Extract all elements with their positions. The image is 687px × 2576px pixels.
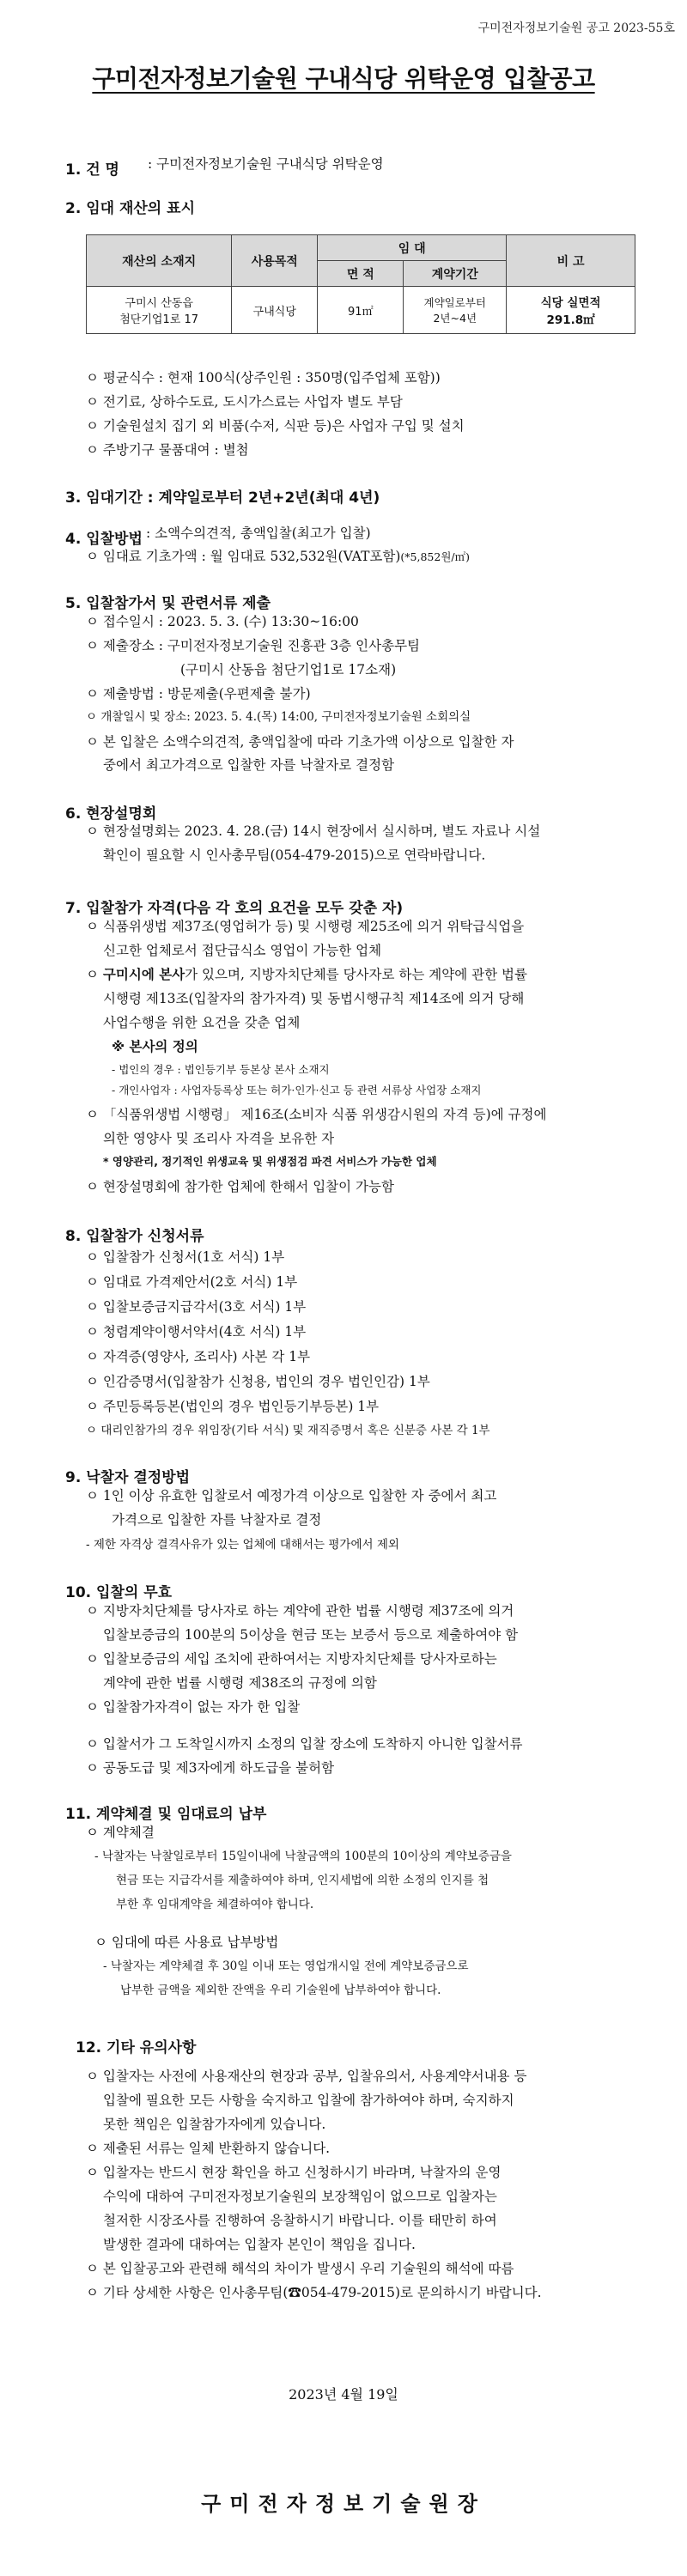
notice-number: 구미전자정보기술원 공고 2023-55호 (477, 21, 675, 35)
th-term: 계약기간 (404, 261, 507, 287)
s7-definition-title: ※ 본사의 정의 (112, 1039, 198, 1054)
s8-item: ㅇ 대리인참가의 경우 위임장(기타 서식) 및 재직증명서 혹은 신분증 사본 각 1부 (86, 1424, 490, 1437)
s8-item: ㅇ 자격증(영양사, 조리사) 사본 각 1부 (86, 1349, 311, 1364)
s10-line: ㅇ 입찰참가자격이 없는 자가 한 입찰 (86, 1699, 301, 1715)
s11-line: 부한 후 임대계약을 체결하여야 합니다. (116, 1898, 314, 1911)
s12-line: 철저한 시장조사를 진행하여 응찰하시기 바랍니다. 이를 태만히 하여 (103, 2213, 497, 2228)
s5-line: ㅇ 본 입찰은 소액수의견적, 총액입찰에 따라 기초가액 이상으로 입찰한 자 (86, 734, 514, 750)
notice-date: 2023년 4월 19일 (289, 2386, 398, 2403)
s11-line: ㅇ 계약체결 (86, 1825, 155, 1840)
section-7-heading: 7. 입찰참가 자격(다음 각 호의 요건을 모두 갖춘 자) (65, 900, 404, 917)
s8-item: ㅇ 입찰참가 신청서(1호 서식) 1부 (86, 1249, 285, 1265)
s5-line: (구미시 산동읍 첨단기업1로 17소재) (180, 662, 397, 677)
section-11-heading: 11. 계약체결 및 임대료의 납부 (65, 1806, 267, 1823)
page-title: 구미전자정보기술원 구내식당 위탁운영 입찰공고 (92, 64, 595, 93)
s5-line: ㅇ 제출장소 : 구미전자정보기술원 진흥관 3층 인사총무팀 (86, 638, 421, 653)
section-9-heading: 9. 낙찰자 결정방법 (65, 1469, 191, 1486)
section-6-heading: 6. 현장설명회 (65, 805, 157, 823)
s7-line: ㅇ 현장설명회에 참가한 업체에 한해서 입찰이 가능함 (86, 1179, 394, 1194)
s8-item: ㅇ 주민등록등본(법인의 경우 법인등기부등본) 1부 (86, 1399, 380, 1414)
s5-line: ㅇ 개찰일시 및 장소: 2023. 5. 4.(목) 14:00, 구미전자정보기술원 소회의실 (86, 710, 471, 724)
section-2-heading: 2. 임대 재산의 표시 (65, 200, 195, 217)
base-price-main: ㅇ 임대료 기초가액 : 월 임대료 532,532원(VAT포함) (86, 549, 401, 564)
s10-line: 계약에 관한 법률 시행령 제38조의 규정에 의함 (103, 1675, 377, 1691)
s10-line: ㅇ 공동도급 및 제3자에게 하도급을 불허함 (86, 1760, 335, 1776)
s5-line: ㅇ 제출방법 : 방문제출(우편제출 불가) (86, 686, 311, 702)
s8-item: ㅇ 임대료 가격제안서(2호 서식) 1부 (86, 1274, 298, 1290)
s12-line: ㅇ 기타 상세한 사항은 인사총무팀(☎054-479-2015)로 문의하시기 바랍니다. (86, 2285, 542, 2300)
base-price-per-sqm: (*5,852원/㎡) (400, 550, 470, 563)
s12-line: 못한 책임은 입찰참가자에게 있습니다. (103, 2117, 326, 2132)
s2-bullet: ㅇ 주방기구 물품대여 : 별첨 (86, 442, 249, 458)
section-12-heading: 12. 기타 유의사항 (76, 2039, 197, 2057)
s7-line: 의한 영양사 및 조리사 자격을 보유한 자 (103, 1131, 335, 1146)
s2-bullet: ㅇ 평균식수 : 현재 100식(상주인원 : 350명(입주업체 포함)) (86, 370, 441, 386)
s10-line: ㅇ 지방자치단체를 당사자로 하는 계약에 관한 법률 시행령 제37조에 의거 (86, 1603, 514, 1619)
s12-line: ㅇ 입찰자는 반드시 현장 확인을 하고 신청하시기 바라며, 낙찰자의 운영 (86, 2165, 502, 2180)
td-location: 구미시 산동읍 첨단기업1로 17 (87, 287, 232, 334)
s11-line: - 낙찰자는 낙찰일로부터 15일이내에 낙찰금액의 100분의 10이상의 계약보증금을 (94, 1850, 512, 1863)
s7-line: ㅇ 식품위생법 제37조(영업허가 등) 및 시행령 제25조에 의거 위탁급식업을 (86, 919, 525, 934)
s12-line: 입찰에 필요한 모든 사항을 숙지하고 입찰에 참가하여야 하며, 숙지하지 (103, 2093, 514, 2108)
s10-line: ㅇ 입찰서가 그 도착일시까지 소정의 입찰 장소에 도착하지 아니한 입찰서류 (86, 1736, 523, 1752)
s8-item: ㅇ 청렴계약이행서약서(4호 서식) 1부 (86, 1324, 307, 1340)
s5-line: 중에서 최고가격으로 입찰한 자를 낙찰자로 결정함 (103, 757, 395, 773)
th-purpose: 사용목적 (232, 235, 318, 287)
s7-line: 신고한 업체로서 접단급식소 영업이 가능한 업체 (103, 943, 382, 958)
s7-line: 시행령 제13조(입찰자의 참가자격) 및 동법시행규칙 제14조에 의거 당해 (103, 991, 525, 1006)
s6-line: ㅇ 현장설명회는 2023. 4. 28.(금) 14시 현장에서 실시하며, 별도 자료나 시설 (86, 823, 541, 839)
section-1-heading: 1. 건 명 (65, 161, 119, 179)
s11-line: - 낙찰자는 계약체결 후 30일 이내 또는 영업개시일 전에 계약보증금으로 (103, 1959, 469, 1973)
s6-line: 확인이 필요할 시 인사총무팀(054-479-2015)으로 연락바랍니다. (103, 848, 486, 863)
s9-line: - 제한 자격상 결격사유가 있는 업체에 대해서는 평가에서 제외 (86, 1538, 399, 1552)
th-location: 재산의 소재지 (87, 235, 232, 287)
section-4-heading: 4. 입찰방법 (65, 531, 143, 548)
s7-line: 사업수행을 위한 요건을 갖춘 업체 (103, 1015, 301, 1030)
s12-line: ㅇ 본 입찰공고와 관련해 해석의 차이가 발생시 우리 기술원의 해석에 따름 (86, 2261, 514, 2276)
th-area: 면 적 (318, 261, 404, 287)
s10-line: 입찰보증금의 100분의 5이상을 현금 또는 보증서 등으로 제출하여야 함 (103, 1627, 519, 1643)
th-lease: 임 대 (318, 235, 507, 261)
s12-line: 수익에 대하여 구미전자정보기술원의 보장책임이 없으므로 입찰자는 (103, 2189, 497, 2204)
s8-item: ㅇ 인감증명서(입찰참가 신청용, 법인의 경우 법인인감) 1부 (86, 1374, 430, 1389)
s11-line: ㅇ 임대에 따른 사용료 납부방법 (94, 1935, 279, 1950)
section-5-heading: 5. 입찰참가서 및 관련서류 제출 (65, 595, 271, 612)
td-area: 91㎡ (318, 287, 404, 334)
s8-item: ㅇ 입찰보증금지급각서(3호 서식) 1부 (86, 1299, 307, 1315)
s2-bullet: ㅇ 기술원설치 집기 외 비품(수저, 식판 등)은 사업자 구입 및 설치 (86, 418, 465, 434)
s7-note: * 영양관리, 정기적인 위생교육 및 위생점검 파견 서비스가 가능한 업체 (103, 1155, 437, 1168)
s9-line: 가격으로 입찰한 자를 낙찰자로 결정 (112, 1512, 322, 1528)
td-note: 식당 실면적 291.8㎡ (507, 287, 635, 334)
lease-property-table (86, 234, 635, 334)
base-price (86, 550, 470, 564)
s12-line: ㅇ 제출된 서류는 일체 반환하지 않습니다. (86, 2141, 331, 2156)
s12-line: ㅇ 입찰자는 사전에 사용재산의 현장과 공부, 입찰유의서, 사용계약서내용 등 (86, 2069, 527, 2084)
s10-line: ㅇ 입찰보증금의 세입 조치에 관하여서는 지방자치단체를 당사자로하는 (86, 1651, 497, 1667)
section-3-heading: 3. 임대기간 : 계약일로부터 2년+2년(최대 4년) (65, 489, 380, 507)
section-8-heading: 8. 입찰참가 신청서류 (65, 1228, 204, 1245)
s7-text: 가 있으며, 지방자치단체를 당사자로 하는 계약에 관한 법률 (185, 967, 527, 982)
s5-line: ㅇ 접수일시 : 2023. 5. 3. (수) 13:30~16:00 (86, 614, 359, 629)
s7-line: ㅇ 구미시에 본사가 있으며, 지방자치단체를 당사자로 하는 계약에 관한 법률 (86, 967, 527, 982)
s7-definition: - 개인사업자 : 사업자등록상 또는 허가·인가·신고 등 관련 서류상 사업장 소재지 (112, 1084, 482, 1097)
s9-line: ㅇ 1인 이상 유효한 입찰로서 예정가격 이상으로 입찰한 자 중에서 최고 (86, 1488, 497, 1504)
section-10-heading: 10. 입찰의 무효 (65, 1584, 173, 1601)
s7-bold-text: 구미시에 본사 (102, 967, 185, 982)
section-1-value: : 구미전자정보기술원 구내식당 위탁운영 (148, 156, 384, 172)
td-term: 계약일로부터 2년~4년 (404, 287, 507, 334)
s12-line: 발생한 결과에 대하여는 입찰자 본인이 책임을 집니다. (103, 2237, 416, 2252)
s11-line: 납부한 금액을 제외한 잔액을 우리 기술원에 납부하여야 합니다. (120, 1984, 441, 1997)
s7-definition: - 법인의 경우 : 법인등기부 등본상 본사 소재지 (112, 1063, 330, 1076)
s11-line: 현금 또는 지급각서를 제출하여야 하며, 인지세법에 의한 소정의 인지를 첩 (116, 1874, 489, 1887)
s7-line: ㅇ 「식품위생법 시행령」 제16조(소비자 식품 위생감시원의 자격 등)에 규정에 (86, 1107, 547, 1122)
th-note: 비 고 (507, 235, 635, 287)
td-purpose: 구내식당 (232, 287, 318, 334)
issuer-name: 구미전자정보기술원장 (201, 2491, 486, 2516)
s2-bullet: ㅇ 전기료, 상하수도료, 도시가스료는 사업자 별도 부담 (86, 394, 403, 410)
bid-method: : 소액수의견적, 총액입찰(최고가 입찰) (146, 526, 371, 541)
